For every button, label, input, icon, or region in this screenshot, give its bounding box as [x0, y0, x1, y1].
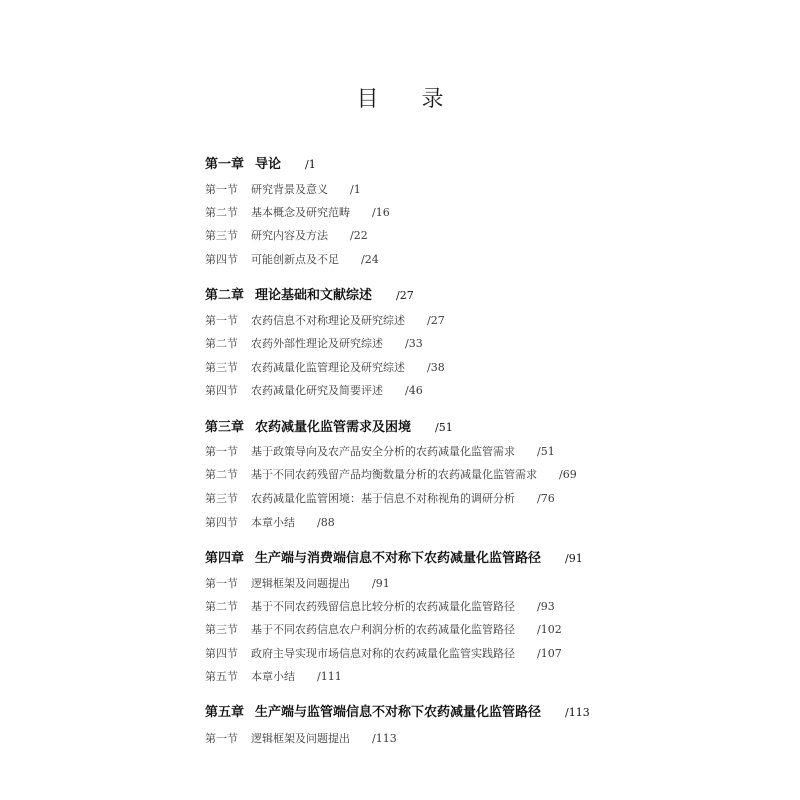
section-number: 第二节	[205, 206, 238, 219]
section-number: 第三节	[205, 229, 238, 242]
toc-chapter-entry	[205, 284, 414, 303]
section-number: 第一节	[205, 445, 238, 458]
section-title: 可能创新点及不足	[251, 253, 339, 266]
page-number: /69	[559, 468, 577, 481]
section-title: 研究内容及方法	[251, 229, 328, 242]
chapter-title: 生产端与消费端信息不对称下农药减量化监管路径	[255, 551, 542, 566]
toc-section-entry	[205, 359, 445, 375]
section-title: 农药减量化研究及简要评述	[251, 384, 383, 397]
toc-section-entry	[205, 181, 361, 197]
page-number: /16	[372, 206, 390, 219]
page-number: /51	[435, 421, 453, 434]
toc-chapter-entry	[205, 153, 316, 172]
page-number: /46	[405, 384, 423, 397]
page-number: /111	[317, 670, 342, 683]
page-number: /91	[372, 577, 390, 590]
toc-section-entry	[205, 443, 555, 459]
chapter-number: 第二章	[205, 288, 245, 303]
section-title: 政府主导实现市场信息对称的农药减量化监管实践路径	[251, 647, 515, 660]
toc-section-entry	[205, 251, 379, 267]
page-number: /51	[537, 445, 555, 458]
section-title: 基于不同农药残留产品均衡数量分析的农药减量化监管需求	[251, 468, 537, 481]
chapter-title: 导论	[255, 157, 282, 172]
toc-section-entry	[205, 466, 577, 482]
toc-section-entry	[205, 598, 555, 614]
toc-chapter-entry	[205, 701, 590, 720]
toc-section-entry	[205, 312, 445, 328]
page-title: 目 录	[356, 87, 462, 112]
toc-section-entry	[205, 621, 562, 637]
section-title: 逻辑框架及问题提出	[251, 732, 350, 745]
section-number: 第三节	[205, 492, 238, 505]
section-number: 第四节	[205, 516, 238, 529]
section-number: 第三节	[205, 361, 238, 374]
toc-section-entry	[205, 668, 342, 684]
section-title: 农药减量化监管困境：基于信息不对称视角的调研分析	[251, 492, 515, 505]
page-number: /27	[396, 289, 414, 302]
chapter-number: 第四章	[205, 551, 245, 566]
toc-section-entry	[205, 204, 390, 220]
section-title: 研究背景及意义	[251, 183, 328, 196]
chapter-title: 生产端与监管端信息不对称下农药减量化监管路径	[255, 705, 542, 720]
page-number: /1	[305, 158, 316, 171]
section-number: 第一节	[205, 732, 238, 745]
section-title: 本章小结	[251, 516, 295, 529]
toc-section-entry	[205, 645, 562, 661]
page-number: /107	[537, 647, 562, 660]
section-number: 第四节	[205, 647, 238, 660]
section-title: 基本概念及研究范畴	[251, 206, 350, 219]
page-number: /27	[427, 314, 445, 327]
section-number: 第五节	[205, 670, 238, 683]
toc-chapter-entry	[205, 416, 453, 435]
section-title: 逻辑框架及问题提出	[251, 577, 350, 590]
chapter-title: 理论基础和文献综述	[255, 288, 373, 303]
page-number: /38	[427, 361, 445, 374]
toc-section-entry	[205, 490, 555, 506]
toc-section-entry	[205, 227, 368, 243]
section-number: 第二节	[205, 600, 238, 613]
toc-section-entry	[205, 514, 335, 530]
section-number: 第一节	[205, 314, 238, 327]
section-title: 基于政策导向及农产品安全分析的农药减量化监管需求	[251, 445, 515, 458]
page-number: /88	[317, 516, 335, 529]
page-number: /1	[350, 183, 361, 196]
section-title: 基于不同农药信息农户利润分析的农药减量化监管路径	[251, 623, 515, 636]
toc-section-entry	[205, 335, 423, 351]
section-number: 第二节	[205, 337, 238, 350]
toc-chapter-entry	[205, 547, 583, 566]
toc-section-entry	[205, 575, 390, 591]
section-title: 农药外部性理论及研究综述	[251, 337, 383, 350]
chapter-number: 第五章	[205, 705, 245, 720]
chapter-number: 第一章	[205, 157, 245, 172]
section-number: 第四节	[205, 384, 238, 397]
page-number: /91	[565, 552, 583, 565]
page-number: /33	[405, 337, 423, 350]
toc-section-entry	[205, 382, 423, 398]
toc-section-entry	[205, 730, 397, 746]
section-title: 本章小结	[251, 670, 295, 683]
page-number: /102	[537, 623, 562, 636]
chapter-title: 农药减量化监管需求及困境	[255, 420, 412, 435]
page-number: /113	[565, 706, 590, 719]
chapter-number: 第三章	[205, 420, 245, 435]
section-number: 第一节	[205, 577, 238, 590]
page-number: /93	[537, 600, 555, 613]
section-number: 第四节	[205, 253, 238, 266]
page-number: /76	[537, 492, 555, 505]
page-number: /113	[372, 732, 397, 745]
section-title: 农药减量化监管理论及研究综述	[251, 361, 405, 374]
page-number: /22	[350, 229, 368, 242]
page-number: /24	[361, 253, 379, 266]
section-title: 基于不同农药残留信息比较分析的农药减量化监管路径	[251, 600, 515, 613]
section-number: 第三节	[205, 623, 238, 636]
section-number: 第一节	[205, 183, 238, 196]
section-title: 农药信息不对称理论及研究综述	[251, 314, 405, 327]
section-number: 第二节	[205, 468, 238, 481]
